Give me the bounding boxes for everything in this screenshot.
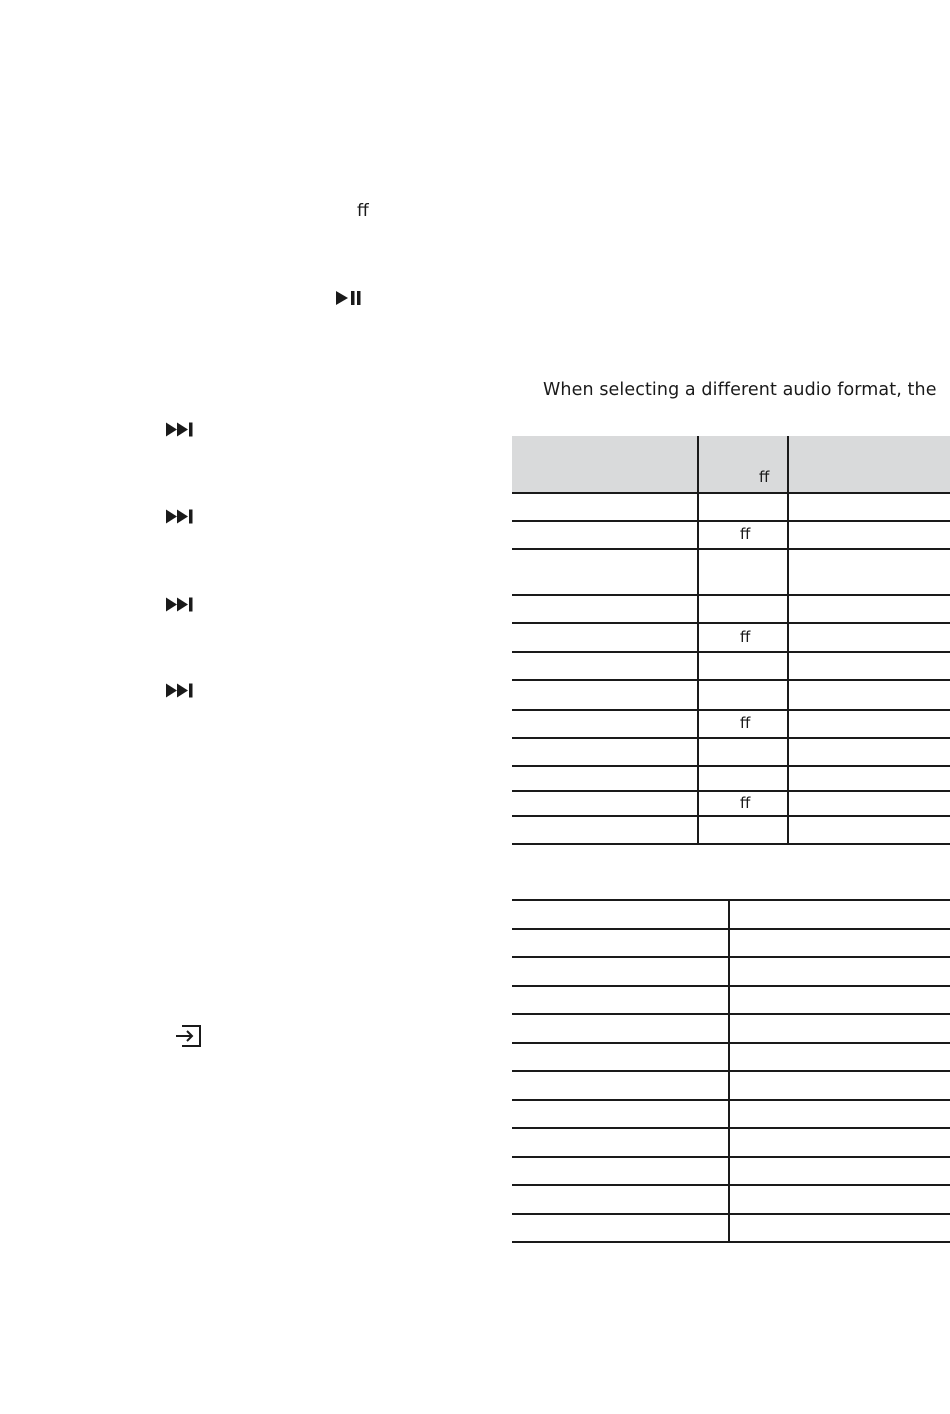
column-divider	[787, 436, 789, 845]
row-line	[512, 985, 950, 987]
input-source-icon	[175, 1025, 202, 1047]
row-line	[512, 928, 950, 930]
row-line	[512, 709, 950, 711]
second-table	[512, 899, 950, 1243]
row-line	[512, 1213, 950, 1215]
row-line	[512, 1184, 950, 1186]
row-line	[512, 1127, 950, 1129]
next-track-icon	[166, 683, 194, 698]
audio-format-table	[512, 436, 950, 845]
row-line	[512, 1042, 950, 1044]
row-line	[512, 622, 950, 624]
row-line	[512, 737, 950, 739]
row-line	[512, 679, 950, 681]
table-row-cell: ff	[740, 627, 751, 646]
table-row-cell: ff	[740, 714, 751, 732]
row-line	[512, 765, 950, 767]
row-line	[512, 815, 950, 817]
row-line	[512, 790, 950, 792]
row-line	[512, 1070, 950, 1072]
table-header	[512, 436, 950, 492]
header-cell-text: ff	[759, 468, 770, 486]
row-line	[512, 899, 950, 901]
table-row-cell: ff	[740, 525, 751, 543]
next-track-icon	[166, 509, 194, 524]
row-line	[512, 956, 950, 958]
row-line	[512, 1013, 950, 1015]
column-divider	[697, 436, 699, 845]
row-line	[512, 843, 950, 845]
next-track-icon	[166, 422, 194, 437]
intro-sentence: When selecting a different audio format, the	[543, 380, 937, 400]
row-line	[512, 548, 950, 550]
table-row-cell: ff	[740, 793, 751, 812]
ligature-text: ff	[357, 201, 369, 221]
row-line	[512, 1241, 950, 1243]
row-line	[512, 1156, 950, 1158]
next-track-icon	[166, 597, 194, 612]
row-line	[512, 520, 950, 522]
play-pause-icon	[336, 290, 362, 306]
row-line	[512, 594, 950, 596]
row-line	[512, 1099, 950, 1101]
row-line	[512, 492, 950, 494]
row-line	[512, 651, 950, 653]
